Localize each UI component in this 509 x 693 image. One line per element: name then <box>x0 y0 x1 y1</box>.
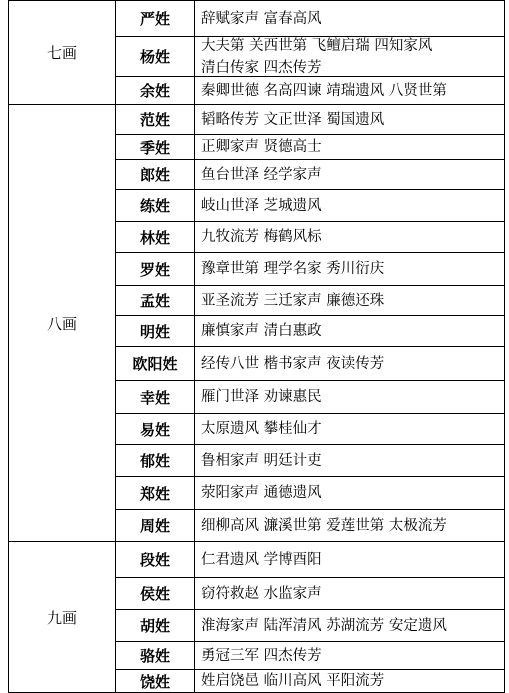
surname-cell: 易姓 <box>139 420 170 439</box>
surname-cell: 骆姓 <box>139 647 170 665</box>
row-separator <box>115 641 505 642</box>
surname-cell: 林姓 <box>139 228 170 247</box>
surname-cell: 季姓 <box>139 138 170 157</box>
row-separator <box>115 159 505 160</box>
stroke-count-group-cell: 七画 <box>46 44 77 62</box>
motto-line: 廉慎家声 清白惠政 <box>201 323 322 339</box>
row-separator <box>115 413 505 414</box>
surname-cell: 侯姓 <box>139 585 170 603</box>
motto-line: 豫章世第 理学名家 秀川衍庆 <box>201 261 385 277</box>
row-separator <box>115 221 505 222</box>
motto-cell <box>195 445 504 476</box>
surname-cell: 罗姓 <box>139 260 170 279</box>
motto-cell <box>195 670 504 692</box>
row-separator <box>115 444 505 445</box>
motto-cell <box>195 414 504 444</box>
surname-cell: 余姓 <box>139 82 170 100</box>
surname-cell: 郎姓 <box>139 166 170 184</box>
surname-cell: 明姓 <box>139 322 170 341</box>
row-separator <box>115 380 505 381</box>
row-separator <box>115 476 505 477</box>
motto-line: 正卿家声 贤德高士 <box>201 139 322 155</box>
motto-line: 姓启饶邑 临川高风 平阳流芳 <box>201 673 385 689</box>
row-separator <box>115 189 505 190</box>
motto-line: 细柳高风 濂溪世第 爱莲世第 太极流芳 <box>201 517 447 534</box>
motto-line: 大夫第 关西世第 飞鳣启瑞 四知家风 <box>201 37 433 54</box>
motto-line: 秦卿世德 名高四谏 靖瑞遗风 八贤世第 <box>201 82 447 99</box>
surname-cell: 饶姓 <box>139 672 170 691</box>
motto-cell <box>195 190 504 221</box>
motto-cell <box>195 381 504 413</box>
motto-cell <box>195 1 504 36</box>
motto-line: 经传八世 楷书家声 夜读传芳 <box>201 355 385 372</box>
row-separator <box>115 346 505 347</box>
motto-cell <box>195 286 504 315</box>
motto-line: 鱼台世泽 经学家声 <box>201 166 322 183</box>
row-separator <box>115 509 505 510</box>
motto-line: 仁君遗风 学博酉阳 <box>201 551 322 568</box>
row-separator <box>115 669 505 670</box>
surname-motto-table <box>8 0 505 692</box>
motto-cell <box>195 37 504 76</box>
motto-line: 淮海家声 陆浑清风 苏湖流芳 安定遗风 <box>201 617 447 634</box>
motto-cell <box>195 542 504 577</box>
stroke-count-group-cell: 九画 <box>46 608 77 627</box>
surname-cell: 严姓 <box>139 10 170 28</box>
row-separator <box>115 285 505 286</box>
motto-cell <box>195 316 504 346</box>
motto-cell <box>195 642 504 669</box>
motto-line: 韬略传芳 文正世泽 蜀国遗风 <box>201 111 385 128</box>
surname-cell: 欧阳姓 <box>132 355 178 373</box>
surname-cell: 段姓 <box>139 551 170 569</box>
motto-line: 鲁相家声 明廷计吏 <box>201 452 322 469</box>
motto-cell <box>195 160 504 189</box>
motto-line: 窃符救赵 水监家声 <box>201 585 322 602</box>
surname-cell: 胡姓 <box>139 617 170 635</box>
motto-cell <box>195 135 504 159</box>
row-separator <box>115 76 505 77</box>
motto-cell <box>195 347 504 380</box>
motto-cell <box>195 77 504 104</box>
motto-cell <box>195 578 504 609</box>
surname-cell: 范姓 <box>139 111 170 129</box>
row-separator <box>115 609 505 610</box>
row-separator <box>115 577 505 578</box>
surname-cell: 郁姓 <box>139 452 170 470</box>
motto-cell <box>195 477 504 509</box>
row-separator <box>115 315 505 316</box>
surname-cell: 孟姓 <box>139 292 170 310</box>
motto-line: 清白传家 四杰传芳 <box>201 59 322 76</box>
motto-cell <box>195 105 504 134</box>
surname-cell: 幸姓 <box>139 388 170 407</box>
surname-cell: 郑姓 <box>139 484 170 503</box>
motto-line: 岐山世泽 芝城遗风 <box>201 197 322 214</box>
motto-cell <box>195 610 504 641</box>
motto-line: 辞赋家声 富春高风 <box>201 10 322 27</box>
motto-cell <box>195 510 504 541</box>
motto-line: 雁门世泽 劝谏惠民 <box>201 389 322 405</box>
motto-line: 荥阳家声 通德遗风 <box>201 485 322 501</box>
surname-cell: 练姓 <box>139 197 170 215</box>
motto-line: 勇冠三军 四杰传芳 <box>201 647 322 664</box>
motto-line: 太原遗风 攀桂仙才 <box>201 421 322 437</box>
motto-cell <box>195 253 504 285</box>
surname-cell: 周姓 <box>139 517 170 535</box>
stroke-count-group-cell: 八画 <box>46 314 77 333</box>
row-separator <box>115 36 505 37</box>
motto-line: 亚圣流芳 三迁家声 廉德还珠 <box>201 292 385 309</box>
row-separator <box>115 134 505 135</box>
row-separator <box>115 252 505 253</box>
surname-cell: 杨姓 <box>139 48 170 66</box>
motto-line: 九牧流芳 梅鹤风标 <box>201 229 322 245</box>
motto-cell <box>195 222 504 252</box>
